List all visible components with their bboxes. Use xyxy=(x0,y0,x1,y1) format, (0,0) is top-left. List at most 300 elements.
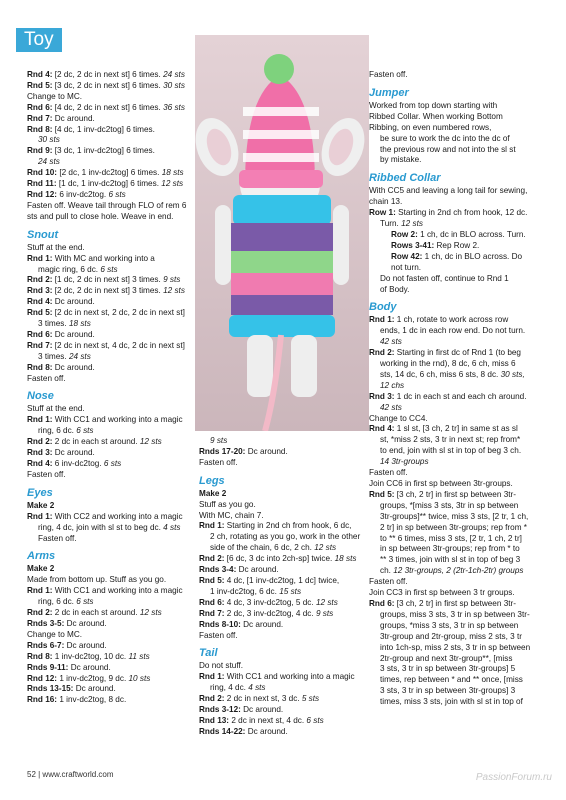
pattern-line xyxy=(369,566,547,577)
instruction-text: chain 13. xyxy=(369,197,403,207)
pattern-line xyxy=(27,190,197,201)
stitch-count: 12 sts xyxy=(314,543,337,553)
instruction-text: ring, 6 dc. xyxy=(38,426,77,436)
row-label: Rnd 12: xyxy=(27,189,60,199)
instruction-text: Fasten off. xyxy=(369,577,408,587)
pattern-line xyxy=(369,654,547,665)
instruction-text: Fasten off. xyxy=(369,70,408,79)
pattern-line xyxy=(369,544,547,555)
row-label: Rnd 1: xyxy=(199,672,227,682)
pattern-line xyxy=(27,663,197,674)
pattern-line xyxy=(369,145,547,156)
pattern-line xyxy=(369,632,547,643)
stitch-count: 18 sts xyxy=(161,168,184,178)
section-heading: Legs xyxy=(199,474,225,487)
pattern-line xyxy=(369,457,547,468)
instruction-text: Ribbing, on even numbered rows, xyxy=(369,122,492,132)
pattern-line xyxy=(27,286,197,297)
instruction-text: [3 dc, 2 dc in next st] 6 times. xyxy=(54,80,164,90)
pattern-line xyxy=(27,630,197,641)
pattern-line xyxy=(369,241,547,252)
row-label: Rnd 4: xyxy=(369,424,397,434)
instruction-text: Dc around. xyxy=(247,726,288,736)
row-label: Make 2 xyxy=(27,564,55,574)
pattern-line xyxy=(27,212,197,223)
instruction-text: 1 sl st, [3 ch, 2 tr] in same st as sl xyxy=(396,424,518,434)
pattern-line xyxy=(27,254,197,265)
row-label: Rnds 3-4: xyxy=(199,565,239,575)
instruction-text: 1 inv-dc2tog, 10 dc. xyxy=(54,651,129,661)
instruction-text: [4 dc, 2 dc in next st] 6 times. xyxy=(54,102,164,112)
instruction-text: Do not fasten off, continue to Rnd 1 xyxy=(380,273,509,283)
pattern-line xyxy=(27,146,197,157)
stitch-count: 6 sts xyxy=(306,715,324,725)
instruction-text: [2 dc in next st, 4 dc, 2 dc in next st] xyxy=(54,340,185,350)
stitch-count: 6 sts xyxy=(108,189,126,199)
row-label: Make 2 xyxy=(27,500,55,510)
pattern-line xyxy=(199,631,367,642)
row-label: Rnd 1: xyxy=(27,253,55,263)
instruction-text: Dc around. xyxy=(54,362,95,372)
pattern-line xyxy=(369,186,547,197)
section-heading: Jumper xyxy=(369,86,409,99)
instruction-text: 3 times. xyxy=(38,319,69,329)
stitch-count: 30 sts, xyxy=(500,369,525,379)
instruction-text: side of the chain, 6 dc, 2 ch. xyxy=(210,543,315,553)
row-label: Rnd 11: xyxy=(27,179,59,189)
stitch-count: 9 sts xyxy=(210,436,228,445)
row-label: Rnds 8-10: xyxy=(199,619,244,629)
row-label: Rnd 1: xyxy=(27,586,55,596)
instruction-text: Dc around. xyxy=(54,297,95,307)
instruction-text: Starting in 2nd ch from hook, 12 dc. xyxy=(398,208,528,218)
stitch-count: 12 sts xyxy=(163,286,185,296)
instruction-text: Fasten off. xyxy=(199,630,238,640)
instruction-text: 3tr-groups]** twice, miss 3 sts, [2 tr, 1 ch, xyxy=(380,511,529,521)
instruction-text: Stuff as you go. xyxy=(199,499,256,509)
stitch-count: 30 sts xyxy=(38,135,60,145)
pattern-line xyxy=(27,341,197,352)
row-label: Rnd 2: xyxy=(27,437,55,447)
pattern-line xyxy=(27,426,197,437)
instruction-text: Starting in 2nd ch from hook, 6 dc, xyxy=(226,521,352,531)
instruction-text: Rep Row 2. xyxy=(436,240,480,250)
pattern-line xyxy=(369,208,547,219)
row-label: Rnd 5: xyxy=(369,489,397,499)
pattern-line xyxy=(369,392,547,403)
row-label: Rnd 1: xyxy=(199,521,227,531)
section-heading: Eyes xyxy=(27,486,53,499)
instruction-text: by mistake. xyxy=(380,155,422,165)
pattern-line xyxy=(27,201,197,212)
pattern-line xyxy=(369,370,547,381)
row-label: Rnd 8: xyxy=(27,651,55,661)
instruction-text: ring, 4 dc. xyxy=(210,683,249,693)
stitch-count: 12 sts xyxy=(401,219,423,229)
pattern-line xyxy=(27,501,197,512)
instruction-text: Dc around. xyxy=(243,705,284,715)
stitch-count: 30 sts xyxy=(163,80,185,90)
section-heading: Tail xyxy=(199,647,218,660)
pattern-line xyxy=(27,157,197,168)
row-label: Rnds 14-22: xyxy=(199,726,248,736)
pattern-line xyxy=(369,490,547,501)
stitch-count: 11 sts xyxy=(128,651,150,661)
pattern-line xyxy=(369,337,547,348)
pattern-line xyxy=(27,564,197,575)
row-label: Rnd 12: xyxy=(27,673,60,683)
row-label: Rnd 3: xyxy=(27,286,55,296)
pattern-line xyxy=(369,101,547,112)
pattern-line xyxy=(27,103,197,114)
instruction-text: With MC, chain 7. xyxy=(199,510,264,520)
pattern-line xyxy=(27,363,197,374)
instruction-text: times, rep between * and ** once, [miss xyxy=(380,675,523,685)
pattern-line xyxy=(27,114,197,125)
row-label: Rnds 3-12: xyxy=(199,705,244,715)
row-label: Rnd 4: xyxy=(27,459,55,468)
stitch-count: 12 chs xyxy=(380,380,405,390)
pattern-line xyxy=(369,359,547,370)
pattern-line xyxy=(27,652,197,663)
pattern-line xyxy=(27,597,197,608)
instruction-text: ends, 1 dc in each row end. Do not turn. xyxy=(380,326,526,336)
pattern-line xyxy=(369,446,547,457)
pattern-line xyxy=(27,470,197,481)
section-heading: Body xyxy=(369,301,397,314)
instruction-text: 4 dc, [1 inv-dc2tog, 1 dc] twice, xyxy=(226,575,340,585)
instruction-text: 1 ch, rotate to work across row xyxy=(396,315,509,325)
instruction-text: 2 dc in each st around. xyxy=(54,437,140,447)
pattern-line xyxy=(369,675,547,686)
instruction-text: magic ring, 6 dc. xyxy=(38,264,101,274)
instruction-text: Starting in first dc of Rnd 1 (to beg xyxy=(396,348,521,358)
instruction-text: not turn. xyxy=(391,262,422,272)
pattern-line xyxy=(369,621,547,632)
instruction-text: be sure to work the dc into the dc of xyxy=(380,133,510,143)
pattern-line xyxy=(199,620,367,631)
row-label: Rnds 13-15: xyxy=(27,684,76,694)
instruction-text: [2 dc, 1 inv-dc2tog] 6 times. xyxy=(59,168,162,178)
row-label: Rnd 9: xyxy=(27,146,55,156)
row-label: Rnd 10: xyxy=(27,168,60,178)
pattern-line xyxy=(369,643,547,654)
instruction-text: Dc around. xyxy=(247,446,288,456)
pattern-line xyxy=(199,554,367,565)
pattern-line xyxy=(27,523,197,534)
pattern-line xyxy=(199,576,367,587)
pattern-line xyxy=(369,285,547,296)
row-label: Rnd 2: xyxy=(199,554,227,564)
pattern-line xyxy=(369,501,547,512)
pattern-line xyxy=(27,179,197,190)
pattern-line xyxy=(27,70,197,81)
instruction-text: With CC1 and working into a magic xyxy=(54,415,183,425)
instruction-text: [3 ch, 2 tr] in first sp between 3tr- xyxy=(396,489,516,499)
pattern-line xyxy=(199,458,367,469)
pattern-line xyxy=(27,695,197,706)
row-label: Row 42: xyxy=(391,251,425,261)
pattern-line xyxy=(199,511,367,522)
pattern-line xyxy=(369,424,547,435)
instruction-text: Stuff at the end. xyxy=(27,404,85,414)
row-label: Row 2: xyxy=(391,229,421,239)
pattern-line xyxy=(199,705,367,716)
pattern-line xyxy=(369,197,547,208)
instruction-text: 3 times. xyxy=(38,351,69,361)
pattern-line xyxy=(369,381,547,392)
instruction-text: Dc around. xyxy=(54,448,95,458)
pattern-line xyxy=(199,598,367,609)
instruction-text: to ** 6 times, miss 3 sts, [2 tr, 1 ch, 2 tr] xyxy=(380,533,522,543)
instruction-text: st, *miss 2 sts, 3 tr in next st; rep from* xyxy=(380,435,521,445)
instruction-text: 2 dc in next st, 3 dc. xyxy=(226,694,302,704)
instruction-text: Made from bottom up. Stuff as you go. xyxy=(27,575,167,585)
row-label: Rnds 3-5: xyxy=(27,618,67,628)
section-heading: Arms xyxy=(27,550,56,563)
instruction-text: groups, *miss 3 sts, 3 tr in sp between xyxy=(380,620,519,630)
stitch-count: 6 sts xyxy=(100,264,118,274)
pattern-line xyxy=(369,686,547,697)
pattern-line xyxy=(369,263,547,274)
pattern-line xyxy=(27,319,197,330)
row-label: Rnd 5: xyxy=(27,308,55,318)
pattern-line xyxy=(27,534,197,545)
instruction-text: Worked from top down starting with xyxy=(369,100,498,110)
pattern-line xyxy=(369,479,547,490)
pattern-line xyxy=(199,436,367,447)
mouse-toy-illustration xyxy=(195,35,369,431)
pattern-line xyxy=(369,599,547,610)
stitch-count: 12 3tr-groups, 2 (2tr-1ch-2tr) groups xyxy=(393,566,524,576)
pattern-line xyxy=(27,81,197,92)
row-label: Rnd 4: xyxy=(27,70,55,79)
pattern-line xyxy=(369,112,547,123)
instruction-text: Stuff at the end. xyxy=(27,242,85,252)
instruction-text: [1 dc, 2 dc in next st] 3 times. xyxy=(54,275,164,285)
pattern-line xyxy=(199,489,367,500)
pattern-line xyxy=(369,219,547,230)
pattern-line xyxy=(369,555,547,566)
instruction-text: sts and pull to close hole. Weave in end. xyxy=(27,211,174,221)
instruction-text: 3 sts, 3 tr in sp between 3tr-groups] 5 xyxy=(380,664,516,674)
instruction-text: Change to MC. xyxy=(27,91,83,101)
pattern-line xyxy=(27,297,197,308)
row-label: Rnd 8: xyxy=(27,124,55,134)
pattern-line xyxy=(27,586,197,597)
row-label: Rnd 6: xyxy=(199,597,227,607)
pattern-line xyxy=(199,532,367,543)
pattern-line xyxy=(369,70,547,81)
pattern-line xyxy=(369,697,547,708)
pattern-line xyxy=(27,125,197,136)
pattern-line xyxy=(27,404,197,415)
stitch-count: 18 sts xyxy=(334,554,357,564)
instruction-text: [4 dc, 1 inv-dc2tog] 6 times. xyxy=(54,124,155,134)
instruction-text: 1 dc in each st and each ch around. xyxy=(396,391,527,401)
instruction-text: [2 dc, 2 dc in next st] 3 times. xyxy=(54,286,164,296)
pattern-line xyxy=(199,716,367,727)
instruction-text: 1 ch, dc in BLO across. Do xyxy=(424,251,523,261)
pattern-line xyxy=(27,374,197,385)
stitch-count: 12 sts xyxy=(161,179,184,189)
instruction-text: working in the rnd), 8 dc, 6 ch, miss 6 xyxy=(380,359,516,369)
row-label: Rnd 6: xyxy=(369,598,397,608)
instruction-text: Dc around. xyxy=(238,565,279,575)
stitch-count: 42 sts xyxy=(380,402,402,412)
pattern-line xyxy=(199,672,367,683)
pattern-line xyxy=(369,155,547,166)
pattern-line xyxy=(369,435,547,446)
instruction-text: Join CC6 in first sp between 3tr-groups. xyxy=(369,479,513,488)
pattern-line xyxy=(27,135,197,146)
pattern-line xyxy=(369,274,547,285)
section-tab: Toy xyxy=(16,28,62,52)
instruction-text: Fasten off. xyxy=(27,469,66,479)
section-heading: Ribbed Collar xyxy=(369,172,441,185)
instruction-text: 2 dc in each st around. xyxy=(54,608,140,618)
instruction-text: 3tr-group and 2tr-group, miss 2 sts, 3 tr xyxy=(380,631,522,641)
instruction-text: [1 dc, 1 inv-dc2tog] 6 times. xyxy=(58,179,162,189)
pattern-line xyxy=(369,315,547,326)
instruction-text: Fasten off. xyxy=(27,373,66,383)
row-label: Rnd 13: xyxy=(199,715,232,725)
pattern-line xyxy=(369,326,547,337)
instruction-text: Turn. xyxy=(380,219,402,229)
row-label: Rnd 6: xyxy=(27,329,55,339)
pattern-line xyxy=(369,414,547,425)
pattern-line xyxy=(27,448,197,459)
stitch-count: 24 sts xyxy=(68,351,91,361)
stitch-count: 9 sts xyxy=(315,608,334,618)
watermark: PassionForum.ru xyxy=(475,772,552,783)
row-label: Rnd 7: xyxy=(199,608,227,618)
instruction-text: With MC and working into a xyxy=(54,253,155,263)
instruction-text: Dc around. xyxy=(66,618,107,628)
pattern-line xyxy=(369,523,547,534)
instruction-text: Dc around. xyxy=(54,329,95,339)
instruction-text: Fasten off. xyxy=(199,457,238,467)
pattern-line xyxy=(27,437,197,448)
instruction-text: 2 ch, rotating as you go, work in the other xyxy=(210,532,361,542)
stitch-count: 18 sts xyxy=(68,319,91,329)
pattern-line xyxy=(27,674,197,685)
stitch-count: 9 sts xyxy=(163,275,181,285)
pattern-line xyxy=(27,608,197,619)
instruction-text: 4 dc, 3 inv-dc2tog, 5 dc. xyxy=(226,597,316,607)
stitch-count: 14 3tr-groups xyxy=(380,457,429,467)
pattern-line xyxy=(27,265,197,276)
stitch-count: 42 sts xyxy=(380,337,402,347)
instruction-text: Ribbed Collar. When working Bottom xyxy=(369,111,503,121)
toy-mouse-photo xyxy=(195,35,369,431)
instruction-text: to end, join with sl st in top of beg 3 ch. xyxy=(380,446,522,456)
stitch-count: 15 sts xyxy=(279,586,302,596)
pattern-line xyxy=(27,684,197,695)
instruction-text: 1 inv-dc2tog, 8 dc. xyxy=(59,695,127,705)
instruction-text: Dc around. xyxy=(243,619,284,629)
row-label: Rnd 5: xyxy=(27,80,55,90)
page-footer: 52 | www.craftworld.com xyxy=(27,770,114,779)
pattern-line xyxy=(27,512,197,523)
pattern-line xyxy=(199,447,367,458)
instruction-text: 2 dc, 3 inv-dc2tog, 4 dc. xyxy=(226,608,316,618)
stitch-count: 12 sts xyxy=(139,608,162,618)
instruction-text: [6 dc, 3 dc into 2ch-sp] twice. xyxy=(226,554,335,564)
row-label: Rnd 6: xyxy=(27,102,55,112)
instruction-text: With CC1 and working into a magic xyxy=(54,586,183,596)
instruction-text: Fasten off. xyxy=(369,468,408,478)
row-label: Rnd 3: xyxy=(27,448,55,458)
instruction-text: 1 inv-dc2tog, 6 dc. xyxy=(210,586,280,596)
stitch-count: 4 sts xyxy=(248,683,266,693)
row-label: Rnds 6-7: xyxy=(27,640,67,650)
instruction-text: Change to CC4. xyxy=(369,413,428,423)
instruction-text: sts, 14 dc, 6 ch, miss 6 sts, 8 dc. xyxy=(380,369,501,379)
pattern-line xyxy=(369,123,547,134)
instruction-text: 6 inv-dc2tog. xyxy=(59,189,109,199)
instruction-text: Do not stuff. xyxy=(199,661,243,671)
instruction-text: Dc around. xyxy=(66,640,107,650)
row-label: Rnd 5: xyxy=(199,575,227,585)
instruction-text: [2 dc, 2 dc in next st] 6 times. xyxy=(54,70,164,79)
row-label: Rnd 16: xyxy=(27,695,60,705)
instruction-text: ring, 6 dc. xyxy=(38,597,77,607)
pattern-line xyxy=(199,609,367,620)
instruction-text: 3 sts, 3 tr in sp between 3tr-groups] 3 xyxy=(380,686,516,696)
row-label: Rnd 3: xyxy=(369,391,397,401)
instruction-text: 2tr-group and next 3tr-group**, [miss xyxy=(380,653,513,663)
row-label: Rnd 1: xyxy=(369,315,397,325)
row-label: Rnd 2: xyxy=(27,275,55,285)
instruction-text: Join CC3 in first sp between 3 tr groups. xyxy=(369,588,515,598)
pattern-line xyxy=(369,468,547,479)
row-label: Rnd 7: xyxy=(27,113,55,123)
instruction-text: Fasten off. Weave tail through FLO of rem 6 xyxy=(27,200,187,210)
column-left xyxy=(27,70,197,706)
pattern-line xyxy=(27,275,197,286)
section-heading: Snout xyxy=(27,228,59,241)
pattern-line xyxy=(199,521,367,532)
row-label: Row 1: xyxy=(369,208,399,218)
pattern-line xyxy=(27,415,197,426)
row-label: Rnd 2: xyxy=(199,694,227,704)
stitch-count: 6 sts xyxy=(103,459,122,468)
instruction-text: With CC2 and working into a magic xyxy=(54,511,183,521)
stitch-count: 5 sts xyxy=(301,694,320,704)
pattern-line xyxy=(27,168,197,179)
instruction-text: 1 ch, dc in BLO across. Turn. xyxy=(420,229,526,239)
instruction-text: With CC5 and leaving a long tail for sewing, xyxy=(369,186,528,196)
row-label: Rows 3-41: xyxy=(391,240,437,250)
row-label: Rnd 2: xyxy=(369,348,397,358)
instruction-text: 2 dc in next st, 4 dc. xyxy=(231,715,307,725)
pattern-line xyxy=(199,543,367,554)
pattern-line xyxy=(369,512,547,523)
pattern-line xyxy=(369,610,547,621)
stitch-count: 4 sts xyxy=(163,522,181,532)
column-right xyxy=(369,70,547,708)
pattern-line xyxy=(27,92,197,103)
instruction-text: 2 tr] in sp between 3tr-groups; rep from * xyxy=(380,522,527,532)
instruction-text: [3 ch, 2 tr] in first sp between 3tr- xyxy=(396,598,516,608)
row-label: Rnd 4: xyxy=(27,297,55,307)
instruction-text: Dc around. xyxy=(54,113,95,123)
instruction-text: groups, *[miss 3 sts, 3tr in sp between xyxy=(380,500,519,510)
row-label: Rnd 8: xyxy=(27,362,55,372)
row-label: Rnds 9-11: xyxy=(27,662,71,672)
instruction-text: groups, miss 3 sts, 3 tr in sp between 3tr- xyxy=(380,609,530,619)
